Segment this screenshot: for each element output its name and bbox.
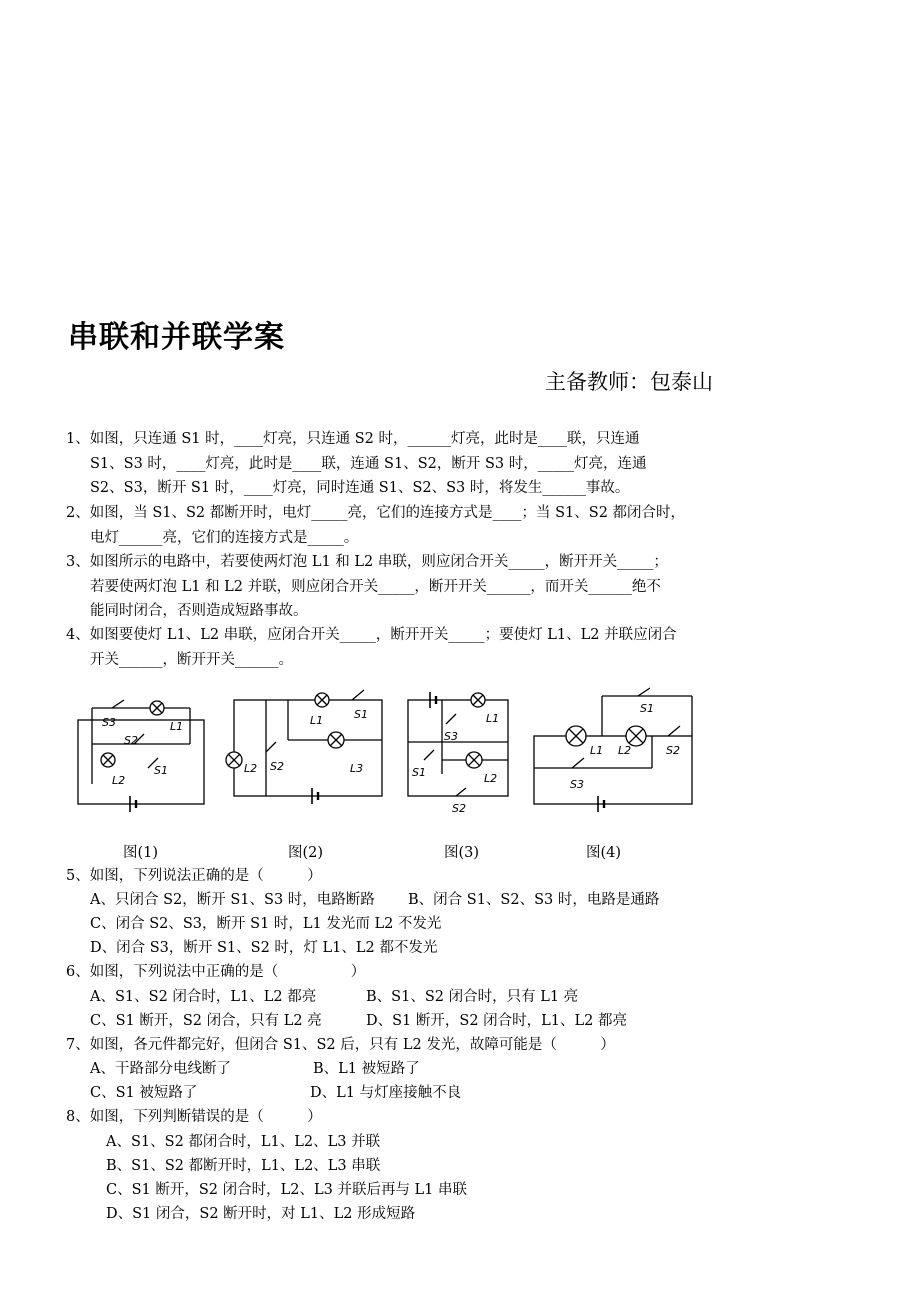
figure-label: L1 xyxy=(486,712,500,725)
figure-label: S3 xyxy=(570,778,584,791)
figure-label: L2 xyxy=(618,744,632,757)
question-3 xyxy=(66,550,746,624)
option-b: B、闭合 S1、S2、S3 时，电路是通路 xyxy=(408,892,660,908)
question-line: 电灯______亮，它们的连接方式是_____。 xyxy=(90,529,359,546)
figure-label: L2 xyxy=(244,762,258,775)
switch-icon xyxy=(112,700,124,708)
circuit-wire xyxy=(78,720,204,804)
figure-label: L2 xyxy=(484,772,498,785)
option-c: C、闭合 S2、S3，断开 S1 时，L1 发光而 L2 不发光 xyxy=(90,916,442,932)
switch-icon xyxy=(266,742,276,752)
option-d: D、S1 断开，S2 闭合时，L1、L2 都亮 xyxy=(366,1013,627,1029)
figure-label: L3 xyxy=(350,762,364,775)
option-c: C、S1 被短路了 xyxy=(90,1085,198,1101)
figure-label: S1 xyxy=(640,702,654,715)
option-a: A、只闭合 S2，断开 S1、S3 时，电路断路 xyxy=(90,892,375,908)
option-b: B、S1、S2 闭合时，只有 L1 亮 xyxy=(366,989,579,1005)
page-title: 串联和并联学案 xyxy=(68,320,285,355)
circuit-figure-2 xyxy=(226,690,382,804)
option-c: C、S1 断开，S2 闭合时，L2、L3 并联后再与 L1 串联 xyxy=(106,1182,468,1198)
question-line: 4、如图要使灯 L1、L2 串联，应闭合开关_____，断开开关_____；要使灯 L1、L2 并联应闭合 xyxy=(66,627,677,643)
figure-caption: 图(3) xyxy=(444,845,480,861)
switch-icon xyxy=(572,758,584,768)
figure-label: L1 xyxy=(590,744,604,757)
figure-label: S1 xyxy=(354,708,368,721)
figure-label: S2 xyxy=(124,734,138,747)
question-5-stem: 5、如图，下列说法正确的是（ ） xyxy=(66,868,322,884)
figure-label: S2 xyxy=(666,744,680,757)
figure-label: L1 xyxy=(170,720,184,733)
question-line: 1、如图，只连通 S1 时，____灯亮，只连通 S2 时，______灯亮，此时是____联，只连通 xyxy=(66,431,640,447)
switch-icon xyxy=(352,690,364,700)
question-line: 若要使两灯泡 L1 和 L2 并联，则应闭合开关_____，断开开关______，而开关______绝不 xyxy=(90,578,661,595)
option-a: A、S1、S2 闭合时，L1、L2 都亮 xyxy=(90,989,317,1005)
question-2 xyxy=(66,501,746,550)
option-d: D、闭合 S3，断开 S1、S2 时，灯 L1、L2 都不发光 xyxy=(90,940,438,956)
figure-label: L1 xyxy=(310,714,324,727)
question-line: 能同时闭合，否则造成短路事故。 xyxy=(90,603,308,619)
figure-label: S2 xyxy=(270,760,284,773)
option-a: A、干路部分电线断了 xyxy=(90,1061,231,1077)
option-d: D、S1 闭合，S2 断开时，对 L1、L2 形成短路 xyxy=(106,1206,416,1222)
question-7-stem: 7、如图，各元件都完好，但闭合 S1、S2 后，只有 L2 发光，故障可能是（ ） xyxy=(66,1037,615,1053)
question-8-stem: 8、如图，下列判断错误的是（ ） xyxy=(66,1109,322,1125)
figure-label: S3 xyxy=(102,716,116,729)
option-b: B、S1、S2 都断开时，L1、L2、L3 串联 xyxy=(106,1158,381,1174)
question-6-stem: 6、如图，下列说法中正确的是（ ） xyxy=(66,964,366,980)
option-d: D、L1 与灯座接触不良 xyxy=(310,1085,462,1101)
question-line: 3、如图所示的电路中，若要使两灯泡 L1 和 L2 串联，则应闭合开关_____，断开开关_____； xyxy=(66,554,668,570)
circuit-figures xyxy=(72,684,712,814)
option-c: C、S1 断开，S2 闭合，只有 L2 亮 xyxy=(90,1013,322,1029)
figure-label: L2 xyxy=(112,774,126,787)
figure-label: S1 xyxy=(412,766,426,779)
figure-label: S2 xyxy=(452,802,466,815)
figure-caption: 图(2) xyxy=(288,845,324,861)
figure-caption: 图(1) xyxy=(123,845,159,861)
question-line: 开关______，断开开关______。 xyxy=(90,651,293,668)
author-line: 主备教师：包泰山 xyxy=(545,370,713,394)
question-line: S2、S3，断开 S1 时，____灯亮，同时连通 S1、S2、S3 时，将发生______事故。 xyxy=(90,480,630,496)
switch-icon xyxy=(456,788,466,796)
question-line: 2、如图，当 S1、S2 都断开时，电灯_____亮，它们的连接方式是____；当 S1、S2 都闭合时， xyxy=(66,505,686,521)
switch-icon xyxy=(424,750,434,760)
option-b: B、L1 被短路了 xyxy=(313,1061,420,1077)
option-a: A、S1、S2 都闭合时，L1、L2、L3 并联 xyxy=(106,1134,381,1150)
question-line: S1、S3 时，____灯亮，此时是____联，连通 S1、S2，断开 S3 时，_____灯亮，连通 xyxy=(90,455,647,472)
switch-icon xyxy=(446,714,456,724)
figure-label: S1 xyxy=(154,764,168,777)
circuit-figure-4 xyxy=(534,688,692,812)
figure-caption: 图(4) xyxy=(586,845,622,861)
circuit-figure-1 xyxy=(78,700,204,812)
circuit-figure-3 xyxy=(408,692,508,815)
switch-icon xyxy=(668,726,680,736)
question-1 xyxy=(66,427,746,501)
switch-icon xyxy=(638,688,650,696)
question-4 xyxy=(66,623,746,672)
figure-label: S3 xyxy=(444,730,458,743)
